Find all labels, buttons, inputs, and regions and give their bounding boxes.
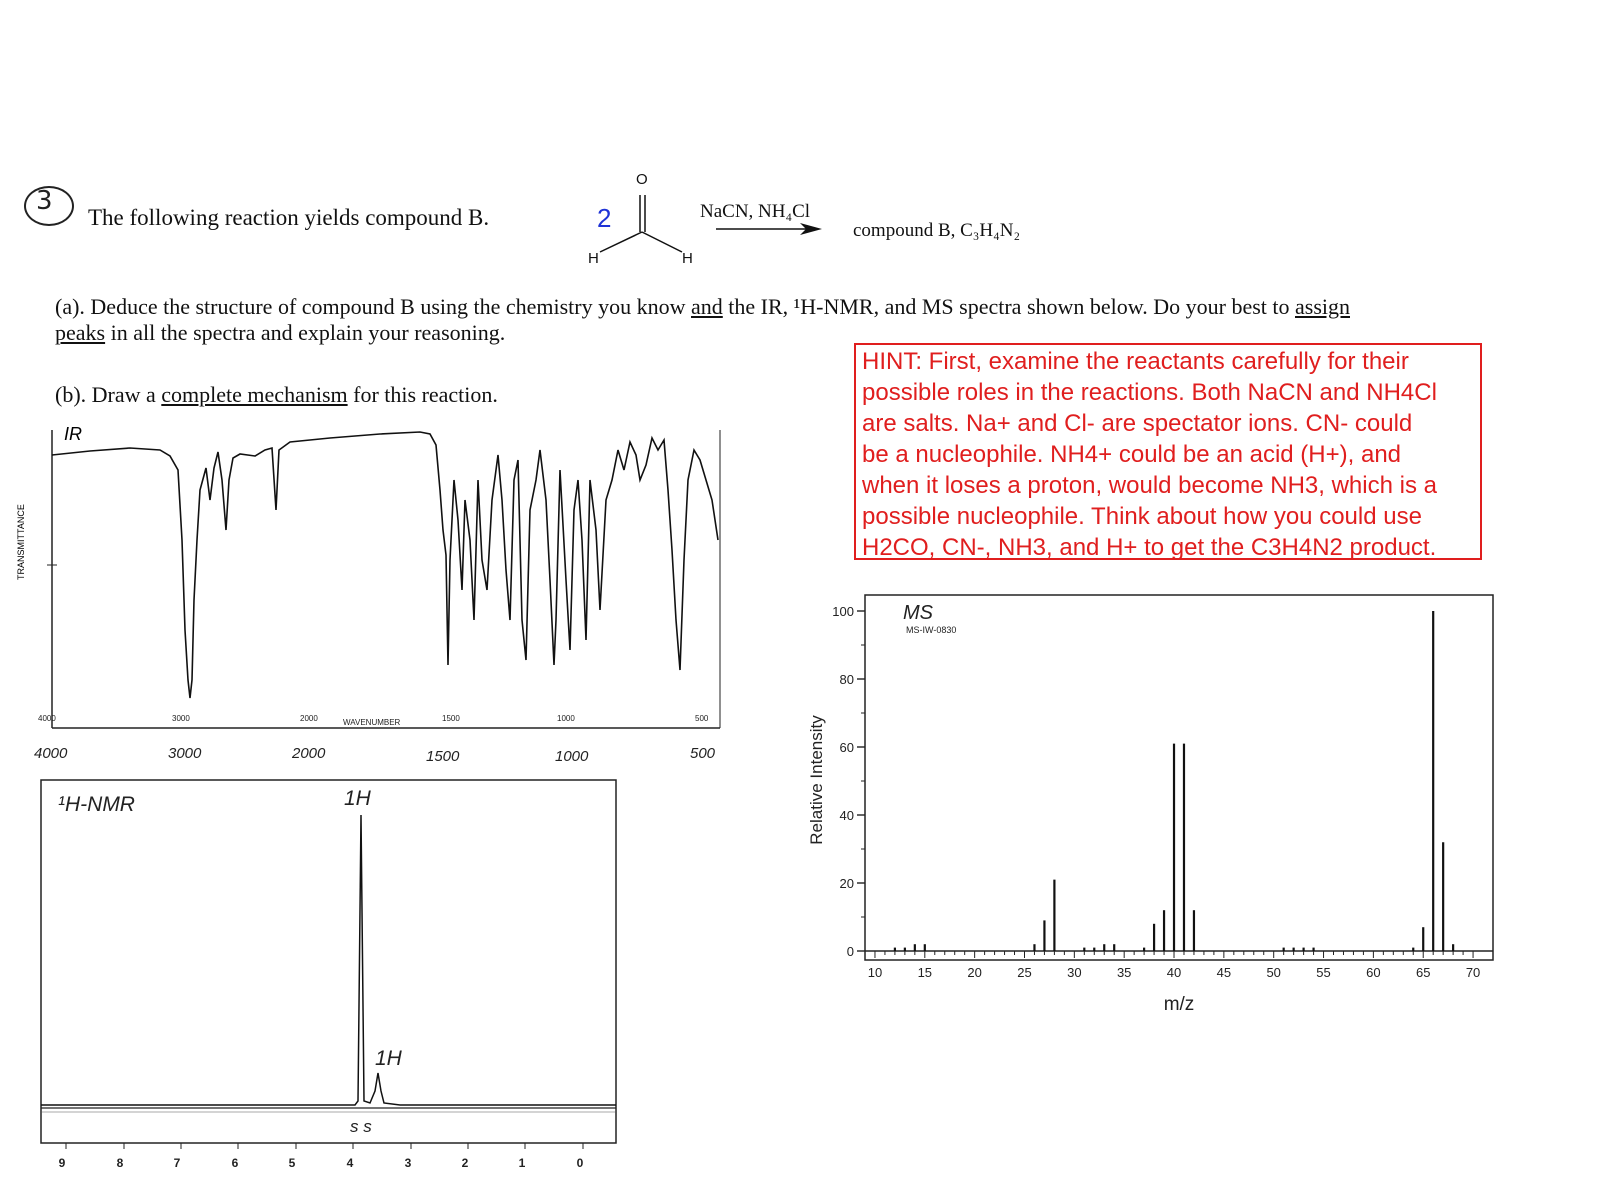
nmr-spectrum bbox=[0, 775, 640, 1185]
ir-tick-4000: 4000 bbox=[38, 714, 56, 723]
part-b-text: (b). Draw a complete mechanism for this reaction. bbox=[55, 382, 498, 407]
ms-chart bbox=[807, 585, 1510, 1025]
nmr-plot bbox=[0, 775, 640, 1185]
reaction-arrow bbox=[716, 222, 824, 236]
ir-tick-3000: 3000 bbox=[172, 714, 190, 723]
nmr-tick-2: 2 bbox=[461, 1156, 469, 1170]
ir-tick-500: 500 bbox=[695, 714, 709, 723]
ms-handwritten-label: MS bbox=[903, 602, 933, 624]
ms-y-tick-label: 80 bbox=[839, 672, 854, 687]
hint-box: HINT: First, examine the reactants carefully for their possible roles in the reactions. Both NaCN and NH4Cl are salts. Na+ and Cl- are spectator ions. CN- could be a nucleophile. NH4+ could be an acid (H+), and when it loses a proton, would become NH3, which is a possible nucleophile. Think about how you could use H2CO, CN-, NH3, and H+ to get the C3H4N2 product. bbox=[854, 343, 1482, 560]
product-label: compound B, C₃H₄N₂ bbox=[853, 220, 1021, 241]
ms-y-axis-label: Relative Intensity bbox=[807, 715, 826, 845]
ir-y-axis-label: TRANSMITTANCE bbox=[16, 504, 26, 580]
ms-x-tick-label: 15 bbox=[917, 965, 933, 980]
aldehyde-h-left: H bbox=[588, 250, 599, 267]
nmr-tick-6: 6 bbox=[231, 1156, 239, 1170]
ms-code: MS-IW-0830 bbox=[906, 625, 957, 635]
ms-x-tick-label: 40 bbox=[1166, 965, 1182, 980]
nmr-tick-8: 8 bbox=[116, 1156, 124, 1170]
aldehyde-h-right: H bbox=[682, 250, 693, 267]
ms-x-tick-label: 10 bbox=[867, 965, 883, 980]
ms-x-tick-label: 30 bbox=[1067, 965, 1082, 980]
ir-tick-2000: 2000 bbox=[300, 714, 318, 723]
ms-x-axis-label: m/z bbox=[1163, 994, 1195, 1015]
ir-hand-tick-1000: 1000 bbox=[555, 748, 589, 765]
ir-hand-tick-1500: 1500 bbox=[426, 748, 460, 765]
ms-x-tick-label: 20 bbox=[967, 965, 982, 980]
aldehyde-oxygen: O bbox=[636, 171, 648, 188]
ir-tick-1500: 1500 bbox=[442, 714, 460, 723]
ms-y-tick-label: 20 bbox=[839, 876, 854, 891]
nmr-tick-1: 1 bbox=[518, 1156, 526, 1170]
nmr-tick-7: 7 bbox=[173, 1156, 181, 1170]
ms-x-tick-label: 55 bbox=[1316, 965, 1331, 980]
nmr-tick-0: 0 bbox=[576, 1156, 584, 1170]
ms-x-tick-label: 65 bbox=[1415, 965, 1431, 980]
problem-number: 3 bbox=[36, 186, 53, 216]
ms-x-tick-label: 25 bbox=[1017, 965, 1032, 980]
nmr-multiplicity: s s bbox=[350, 1117, 372, 1136]
nmr-tick-9: 9 bbox=[58, 1156, 66, 1170]
ir-hand-tick-4000: 4000 bbox=[34, 745, 68, 762]
ir-hand-tick-500: 500 bbox=[690, 745, 716, 762]
nmr-tick-4: 4 bbox=[346, 1156, 354, 1170]
ms-y-tick-label: 100 bbox=[832, 604, 854, 619]
ms-x-tick-label: 50 bbox=[1266, 965, 1281, 980]
ms-y-tick-label: 40 bbox=[839, 808, 854, 823]
part-a-text: (a). Deduce the structure of compound B using the chemistry you know and the IR, ¹H-NMR, and MS spectra shown below. Do your best to assign peaks in all the spectra and explain your reasoning. bbox=[55, 294, 1350, 345]
ir-plot bbox=[0, 420, 735, 780]
ms-frame bbox=[865, 595, 1493, 960]
ir-x-axis-label: WAVENUMBER bbox=[343, 718, 401, 727]
nmr-peak2-integration: 1H bbox=[375, 1047, 402, 1070]
ir-hand-tick-2000: 2000 bbox=[292, 745, 326, 762]
nmr-tick-5: 5 bbox=[288, 1156, 296, 1170]
ir-spectrum bbox=[0, 420, 735, 780]
ms-x-tick-label: 60 bbox=[1366, 965, 1381, 980]
nmr-peak1-integration: 1H bbox=[344, 787, 371, 810]
coefficient: 2 bbox=[597, 203, 612, 233]
nmr-tick-3: 3 bbox=[404, 1156, 412, 1170]
problem-intro: The following reaction yields compound B. bbox=[88, 205, 490, 230]
ms-x-tick-label: 35 bbox=[1116, 965, 1132, 980]
ir-hand-tick-3000: 3000 bbox=[168, 745, 202, 762]
ir-handwritten-label: IR bbox=[64, 424, 82, 444]
ms-y-tick-label: 60 bbox=[839, 740, 854, 755]
reagents-label: NaCN, NH₄Cl bbox=[700, 201, 811, 222]
ms-x-tick-label: 70 bbox=[1465, 965, 1481, 980]
ms-x-tick-label: 45 bbox=[1216, 965, 1232, 980]
ir-tick-1000: 1000 bbox=[557, 714, 575, 723]
nmr-handwritten-label: ¹H-NMR bbox=[58, 793, 135, 816]
ms-y-tick-label: 0 bbox=[846, 944, 854, 959]
